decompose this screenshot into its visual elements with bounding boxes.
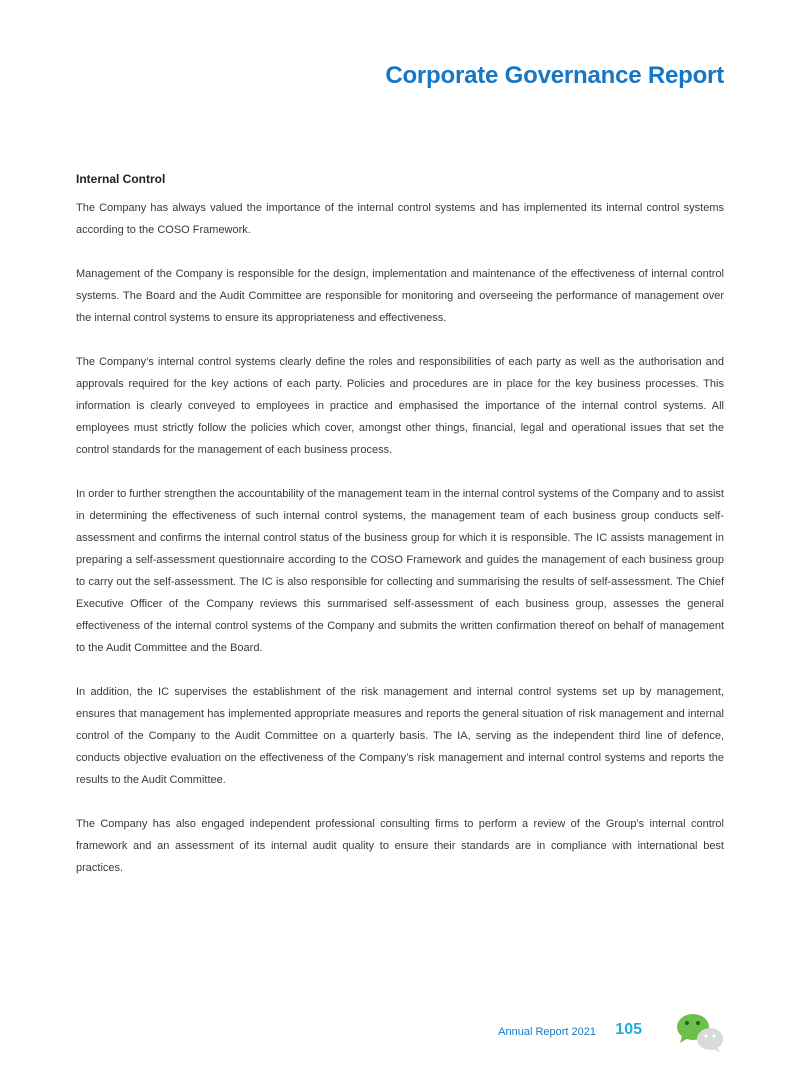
paragraph-external-review: The Company has also engaged independent professional consulting firms to perform a review of the Group’s internal control framework and an assessment of its internal audit quality to ensure their standards are in compliance with international best practices. [76, 818, 724, 874]
paragraph-roles-responsibilities: The Company’s internal control systems clearly define the roles and responsibilities of each party as well as the authorisation and approvals required for the key actions of each party. Policies and procedures are in place for the key business processes. This information is clearly conveyed to employees in practice and emphasised the importance of the internal control systems. All employees must strictly follow the policies which cover, amongst other things, financial, legal and operational issues that set the control standards for the management of each business process. [76, 356, 724, 456]
page-title: Corporate Governance Report [385, 62, 724, 89]
wechat-icon [676, 1012, 724, 1052]
footer-report-label: Annual Report 2021 [498, 1026, 596, 1038]
paragraph-ic-supervision: In addition, the IC supervises the establishment of the risk management and internal control systems set up by management, ensures that management has implemented appropriate measures and reports the general situation of risk management and internal control of the Company to the Audit Committee on a quarterly basis. The IA, serving as the independent third line of defence, conducts objective evaluation on the effectiveness of the Company’s risk management and internal control systems and reports the results to the Audit Committee. [76, 686, 724, 786]
main-content [76, 171, 724, 901]
paragraph-self-assessment: In order to further strengthen the accountability of the management team in the internal control systems of the Company and to assist in determining the effectiveness of such internal control systems, the management team of each business group conducts self-assessment and confirms the internal control status of the business group for which it is responsible. The IC assists management in preparing a self-assessment questionnaire according to the COSO Framework and guides the management of each business group to carry out the self-assessment. The IC is also responsible for collecting and summarising the results of self-assessment. The Chief Executive Officer of the Company reviews this summarised self-assessment of each business group, assesses the general effectiveness of the internal control systems of the Company and submits the written confirmation thereof on behalf of management to the Audit Committee and the Board. [76, 488, 724, 654]
section-heading: Internal Control [76, 172, 166, 186]
page-number: 105 [615, 1021, 642, 1038]
paragraph-management-responsibility: Management of the Company is responsible for the design, implementation and maintenance of the effectiveness of internal control systems. The Board and the Audit Committee are responsible for monitoring and overseeing the performance of management over the internal control systems to ensure its appropriateness and effectiveness. [76, 268, 724, 324]
paragraph-coso-framework: The Company has always valued the importance of the internal control systems and has implemented its internal control systems according to the COSO Framework. [76, 202, 724, 236]
